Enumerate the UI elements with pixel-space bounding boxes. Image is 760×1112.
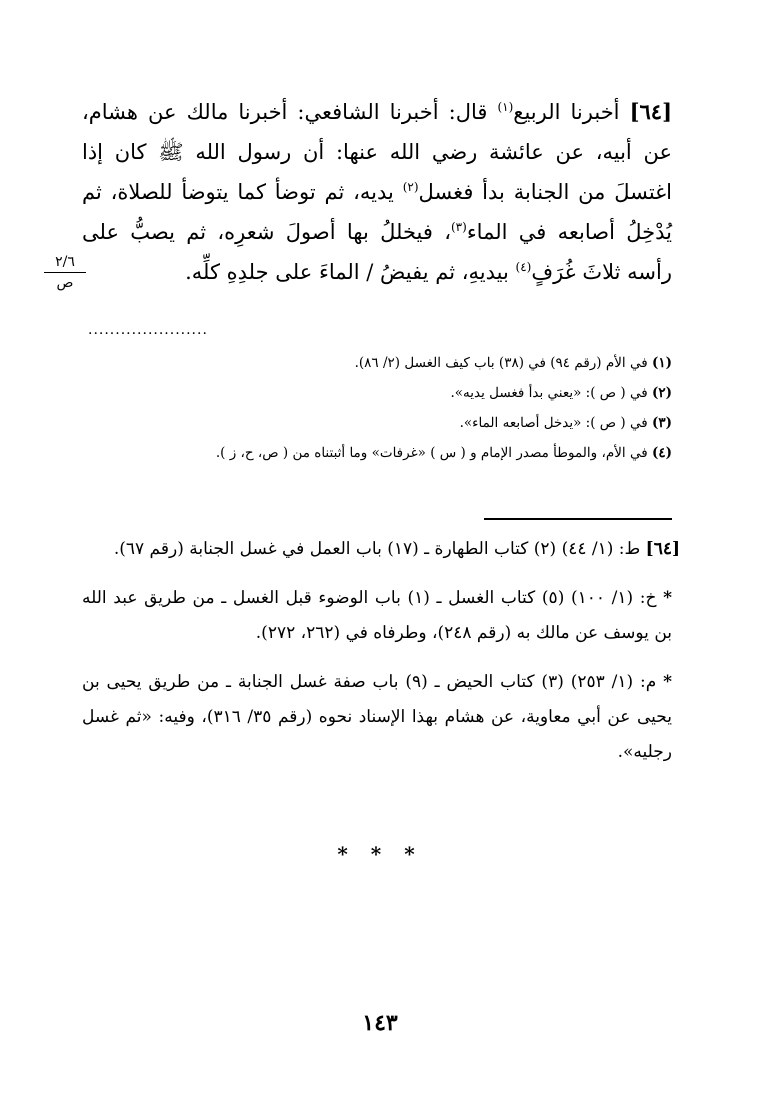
footnote-marker-1: (١) <box>497 100 514 114</box>
footnote-text: في الأم (رقم ٩٤) في (٣٨) باب كيف الغسل (٢/ ٨٦). <box>354 355 652 371</box>
reference-marker: * <box>663 588 672 608</box>
footnote-separator-dots: ...................... <box>88 322 208 338</box>
references-divider <box>484 518 672 520</box>
section-end-stars: * * * <box>337 842 423 866</box>
text-part-1: أخبرنا الربيع <box>513 100 630 124</box>
footnote-number: (١) <box>651 355 672 371</box>
reference-item <box>82 532 680 567</box>
text-part-5: بيديهِ، ثم يفيضُ / الماءَ على جلدِهِ كلِّه. <box>185 260 516 284</box>
footnote-number: (٤) <box>651 445 672 461</box>
footnote-item <box>82 378 672 408</box>
footnote-text: في ( ص ): «يدخل أصابعه الماء». <box>459 415 652 431</box>
footnote-text: في ( ص ): «يعني بدأ فغسل يديه». <box>450 385 652 401</box>
footnote-marker-3: (٣) <box>450 220 467 234</box>
footnote-item <box>82 348 672 378</box>
source-references <box>82 532 680 784</box>
margin-ref-line <box>44 272 86 273</box>
reference-text: ط: (١/ ٤٤) (٢) كتاب الطهارة ـ (١٧) باب العمل في غسل الجنابة (رقم ٦٧). <box>113 539 646 559</box>
reference-text: خ: (١/ ١٠٠) (٥) كتاب الغسل ـ (١) باب الوضوء قبل الغسل ـ من طريق عبد الله بن يوسف عن مالك به (رقم ٢٤٨)، وطرفاه في (٢٦٢، ٢٧٢). <box>82 588 672 643</box>
hadith-number: [٦٤] <box>629 99 672 124</box>
reference-item <box>82 665 672 770</box>
footnote-marker-4: (٤) <box>515 260 532 274</box>
text-part-2: قال: أخبرنا الشافعي: أخبرنا مالك عن هشام، عن أبيه، عن عائشة رضي الله عنها: أن رسول الله ﷺ كان إذا اغتسلَ من الجنابة بدأ فغسل <box>82 100 672 204</box>
reference-marker: * <box>663 672 672 692</box>
footnote-number: (٣) <box>651 415 672 431</box>
page-number: ١٤٣ <box>362 1010 398 1036</box>
margin-ref-bottom: ص <box>56 275 74 291</box>
manuscript-margin-reference <box>40 253 90 292</box>
footnote-marker-2: (٢) <box>402 180 419 194</box>
text-part-3: يديه، ثم توضأ كما يتوضأ للصلاة، ثم يُدْخِلُ أصابعه في الماء <box>82 180 672 244</box>
footnote-number: (٢) <box>651 385 672 401</box>
hadith-text <box>82 92 672 292</box>
reference-marker: [٦٤] <box>645 539 680 559</box>
margin-ref-top: ٢/٦ <box>55 254 75 270</box>
hadith-paragraph <box>82 92 672 292</box>
footnote-item <box>82 408 672 438</box>
text-part-4: ، فيخللُ بها أصولَ شعرِه، ثم يصبُّ على رأسه ثلاثَ غُرَفٍ <box>82 220 672 284</box>
footnote-text: في الأم، والموطأ مصدر الإمام و ( س ) «غرفات» وما أثبتناه من ( ص، ح، ز ). <box>215 445 652 461</box>
footnote-item <box>82 438 672 468</box>
footnotes <box>82 348 672 468</box>
reference-item <box>82 581 672 651</box>
reference-text: م: (١/ ٢٥٣) (٣) كتاب الحيض ـ (٩) باب صفة غسل الجنابة ـ من طريق يحيى بن يحيى عن أبي معاوية، عن هشام بهذا الإسناد نحوه (رقم ٣٥/ ٣١٦)، وفيه: «ثم غسل رجليه». <box>82 672 672 762</box>
